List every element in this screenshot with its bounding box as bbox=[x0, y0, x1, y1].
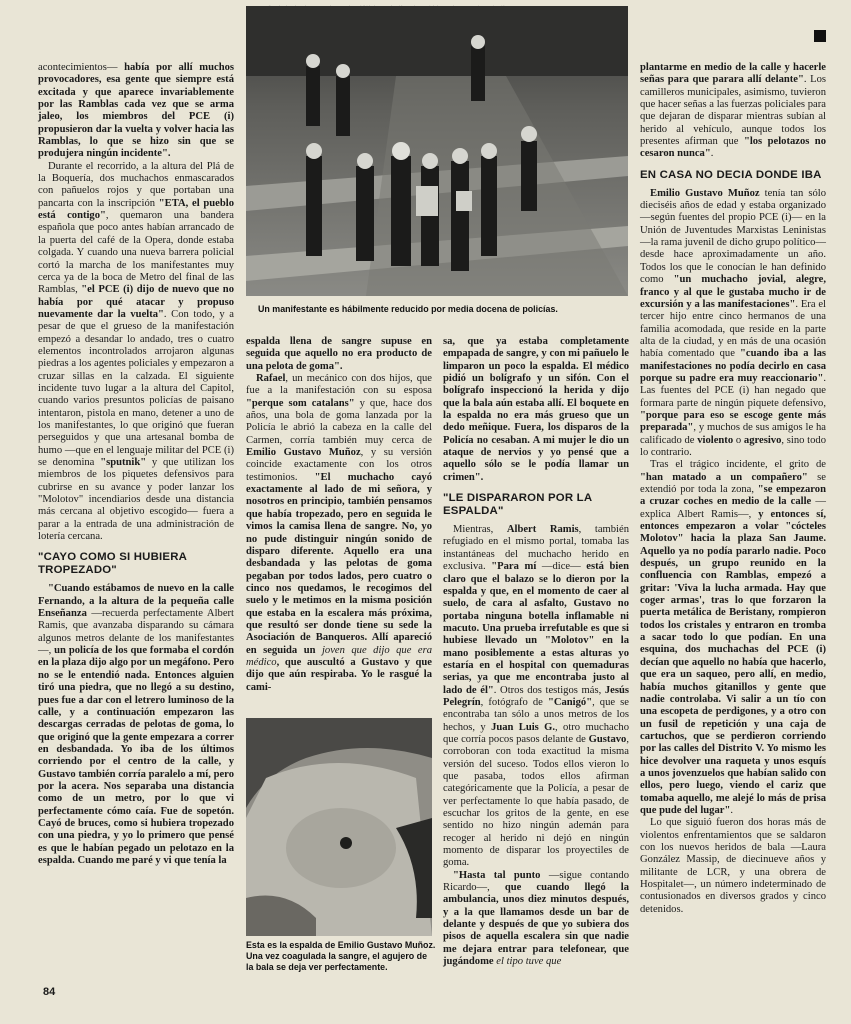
page-number: 84 bbox=[43, 986, 56, 998]
paragraph: acontecimientos— había por allí muchos provocadores, esa gente que siempre está excitada y que aparece invariablemente por las Ramblas cada vez que se arma jaleo, los miembros del PCE (i) propusieron dar la vuelta y volver hacia las Ramblas, lo que se hizo sin que se produjera ningún incidente". bbox=[38, 62, 235, 160]
page-corner-marker bbox=[814, 30, 826, 42]
paragraph: "Cuando estábamos de nuevo en la calle Fernando, a la altura de la pequeña calle Enseñanza —recuerda perfectamente Albert Ramis, que avanzaba disparando su cámara algunos metros delante de los manifestantes—, un policía de los que formaba el cordón en la plaza dijo algo por un megáfono. Pero no se le entendió nada. Entonces alguien tiró una piedra, que no llegó a su destino, pues fue a dar con el letrero luminoso de la calle, y a continuación empezaron las descargas cerradas de pelotas de goma, lo que originó que la gente empezara a correr en desbandada. Yo iba de los últimos corriendo por el centro de la calle, y Gustavo también corría paralelo a mí, pero por la acera. Nos separaba una distancia como de un metro, por lo que vi perfectamente cómo caía. Fue de sopetón. Cayó de bruces, como si hubiera tropezado con una piedra, y yo lo primero que pensé es que le habían pegado un pelotazo en la espalda. Cuando me paré y vi que tenía la bbox=[38, 583, 235, 866]
paragraph: Durante el recorrido, a la altura del Plá de la Boquería, dos muchachos enmascarados con pañuelos rojos y que portaban una pancarta con la inscripción "ETA, el pueblo está contigo", quemaron una bandera española que poco antes habían arrancado de la puerta del café de la Opera, donde estaba colgada. Y cuando una nueva barrera policial cortó la marcha de los manifestantes muy cerca ya de la boca de Metro del final de las Ramblas, "el PCE (i) dijo de nuevo que no había por qué atacar y propuso nuevamente dar la vuelta". Con todo, y a pesar de que el grueso de la manifestación empezó a desandar lo andado, tres o cuatro elementos incontrolados arrojaron algunas piedras a los agentes policiales y empezaron a cruzar sillas en la calzada. El siguiente incidente tuvo lugar a la altura del Capitol, cuando varios presuntos policías de paisano intentaron, pistola en mano, detener a uno de los manifestantes, lo que originó que fueran perseguidos y que una artesanal bomba de humo —que en el lenguaje militar del PCE (i) se denomina "sputnik" y que utilizan los miembros de los piquetes defensivos para cubrirse en su avance y poder lanzar los "Molotov" incendiarios desde una distancia más cercana al objetivo escogido— fuera a parar a la entrada de una administración de lotería cercana. bbox=[38, 160, 234, 543]
paragraph: "Hasta tal punto —sigue contando Ricardo—, que cuando llegó la ambulancia, unos diez minutos después, y a la que llamamos desde un bar de delante y después de que yo subiera dos pisos de aquella escalera sin que nadie me dejara entrar para telefonear, que jugándome el tipo tuve que bbox=[443, 869, 629, 968]
paragraph: espalda llena de sangre supuse en seguida que aquello no era producto de una pelota de goma". bbox=[246, 336, 432, 372]
section-heading: "LE DISPARARON POR LA ESPALDA" bbox=[443, 492, 592, 518]
paragraph: Mientras, Albert Ramis, también refugiado en el mismo portal, tomaba las instantáneas del muchacho herido en exclusiva. "Para mí —dice— está bien claro que el balazo se lo dieron por la espalda y que, en el momento de caer al suelo, de cara al asfalto, Gustavo no portaba ninguna botella inflamable ni macuto. Una prueba irrefutable es que si hubiese llevado un "Molotov" en la mano posiblemente a estas alturas yo estaría en el hospital con quemaduras serias, ya que me encontraba justo al lado de él". Otros dos testigos más, Jesús Pelegrín, fotógrafo de "Canigó", que se encontraba tan sólo a unos metros de los hechos, y Juan Luis G., otro muchacho que corría pocos pasos delante de Gustavo, corroboran con toda exactitud la misma versión del suceso. Todos ellos vieron lo que pasaba, todos ellos afirman categóricamente que la Policía, a pesar de ver perfectamente lo que había pasado, de escuchar los gritos de la gente, en ese sentido no hizo ningún ademán para recoger al herido ni dejó en ningún momento de disparar los proyectiles de goma. bbox=[443, 524, 629, 869]
section-heading: EN CASA NO DECIA DONDE IBA bbox=[640, 168, 822, 181]
column-2 bbox=[246, 336, 432, 694]
photo-victim-back-image bbox=[246, 718, 432, 936]
photo-police-arrest bbox=[246, 6, 628, 296]
paragraph: sa, que ya estaba completamente empapada de sangre, y con mi pañuelo le limparon un poco la espalda. El médico pidió un bolígrafo y un sifón. Con el bolígrafo inspeccionó la herida y dijo que la bala aún estaba allí. El boquete en la espalda no era más grueso que un dedo meñique. Fuera, los disparos de la Policía no cesaban. A mi mujer le dio un ataque de nervios y yo pensé que a aquello sólo se le podía llamar un crimen". bbox=[443, 336, 629, 483]
caption-bottom-photo: Esta es la espalda de Emilio Gustavo Muñoz. Una vez coagulada la sangre, el agujero de la bala se deja ver perfectamente. bbox=[246, 940, 436, 972]
column-4 bbox=[640, 62, 826, 916]
photo-victim-back bbox=[246, 718, 432, 936]
photo-police-arrest-image bbox=[246, 6, 628, 296]
paragraph: Rafael, un mecánico con dos hijos, que fue a la manifestación con su esposa "perque som catalans" y que, hace dos años, una bola de goma lanzada por la Policía le abrió la cabeza en la calle del Carmen, corría también muy cerca de Emilio Gustavo Muñoz, y su versión coincide exactamente con los otros testimonios. "El muchacho cayó exactamente al lado de mi señora, y nosotros en principio, también pensamos que había tropezado, pero en seguida le vimos la camisa llena de sangre. No, yo no pude distinguir ningún sonido de disparo diferente. Aquello era una desbandada y las pelotas de goma pegaban por todos lados, pero cuatro o cinco nos quedamos, le recogimos del suelo y le metimos en la misma posición que estaba en la escalera más próxima, que resultó ser donde tiene su sede la Asociación de Banqueros. Allí apareció en seguida un joven que dijo que era médico, que auscultó a Gustavo y que dijo que aún respiraba. Yo le rasgué la cami- bbox=[246, 373, 432, 693]
caption-top-photo: Un manifestante es hábilmente reducido por media docena de policías. bbox=[258, 304, 558, 314]
paragraph: Tras el trágico incidente, el grito de "han matado a un compañero" se extendió por toda la zona, "se empezaron a cruzar coches en medio de la calle —explica Albert Ramis—, y entonces sí, entonces empezaron a volar "cócteles Molotov" hacia la plaza San Jaume. Aquello ya no podía pararlo nadie. Poco después, un grupo reunido en la confluencia con Ramblas, empezó a gritar: 'Viva la lucha armada. Hay que coger armas', tras lo que forzaron la puerta metálica de Beristany, rompieron todos los cristales y entraron en tromba a sacar todo lo que podían. En una esquina, dos muchachas del PCE (i) decían que aquello no había que hacerlo, que era un saqueo, pero allí, en medio, había muchos gitanillos y gente que nadie controlaba. Vi salir a un tío con una escopeta de perdigones, y a otro con un fusil de repetición y una caja de cartuchos, que se perdieron corriendo por las calles del Distrito V. Yo mismo les hice devolver una raqueta y unos esquís a unos jovenzuelos que habían salido con ellos, pero luego, viendo el cariz que tomaba aquello, me alejé lo más de prisa que pude del lugar". bbox=[640, 459, 827, 816]
paragraph: plantarme en medio de la calle y hacerle señas para que parara allí delante". Los camilleros municipales, asimismo, tuvieron que hacer señas a las fuerzas policiales para que dejaran de disparar mientras subían al herido al vehículo, aunque todos los presentes afirman que "los pelotazos no cesaron nunca". bbox=[640, 62, 827, 160]
paragraph: Emilio Gustavo Muñoz tenía tan sólo dieciséis años de edad y estaba organizado —según fuentes del propio PCE (i)— en la Unión de Juventudes Marxistas Leninistas —la rama juvenil de dicho grupo político— desde hace aproximadamente un año. Todos los que le conocían le han definido como "un muchacho jovial, alegre, franco y al que le gustaba mucho ir de excursión y a las manifestaciones". Era el tercer hijo entre cinco hermanos de una familia acomodada, que reside en la parte alta de la ciudad, y en más de una ocasión había comentado que "cuando iba a las manifestaciones no podía decirlo en casa porque su padre era muy reaccionario". Las fuentes del PCE (i) han negado que formara parte de ningún piquete defensivo, "porque para eso se escoge gente más preparada", y muchos de sus amigos le ha calificado de violento o agresivo, sino todo lo contrario. bbox=[640, 187, 827, 458]
column-3 bbox=[443, 336, 629, 969]
section-heading: "CAYO COMO SI HUBIERA TROPEZADO" bbox=[38, 551, 187, 577]
column-1 bbox=[38, 62, 234, 867]
paragraph: Lo que siguió fueron dos horas más de violentos enfrentamientos que se saldaron con los nuevos heridos de bala —Laura González Massip, de diecinueve años y militante de LCR, y una obrera de Hospitalet—, un número indeterminado de contusionados en diversos grados y cinco detenidos. bbox=[640, 817, 826, 915]
